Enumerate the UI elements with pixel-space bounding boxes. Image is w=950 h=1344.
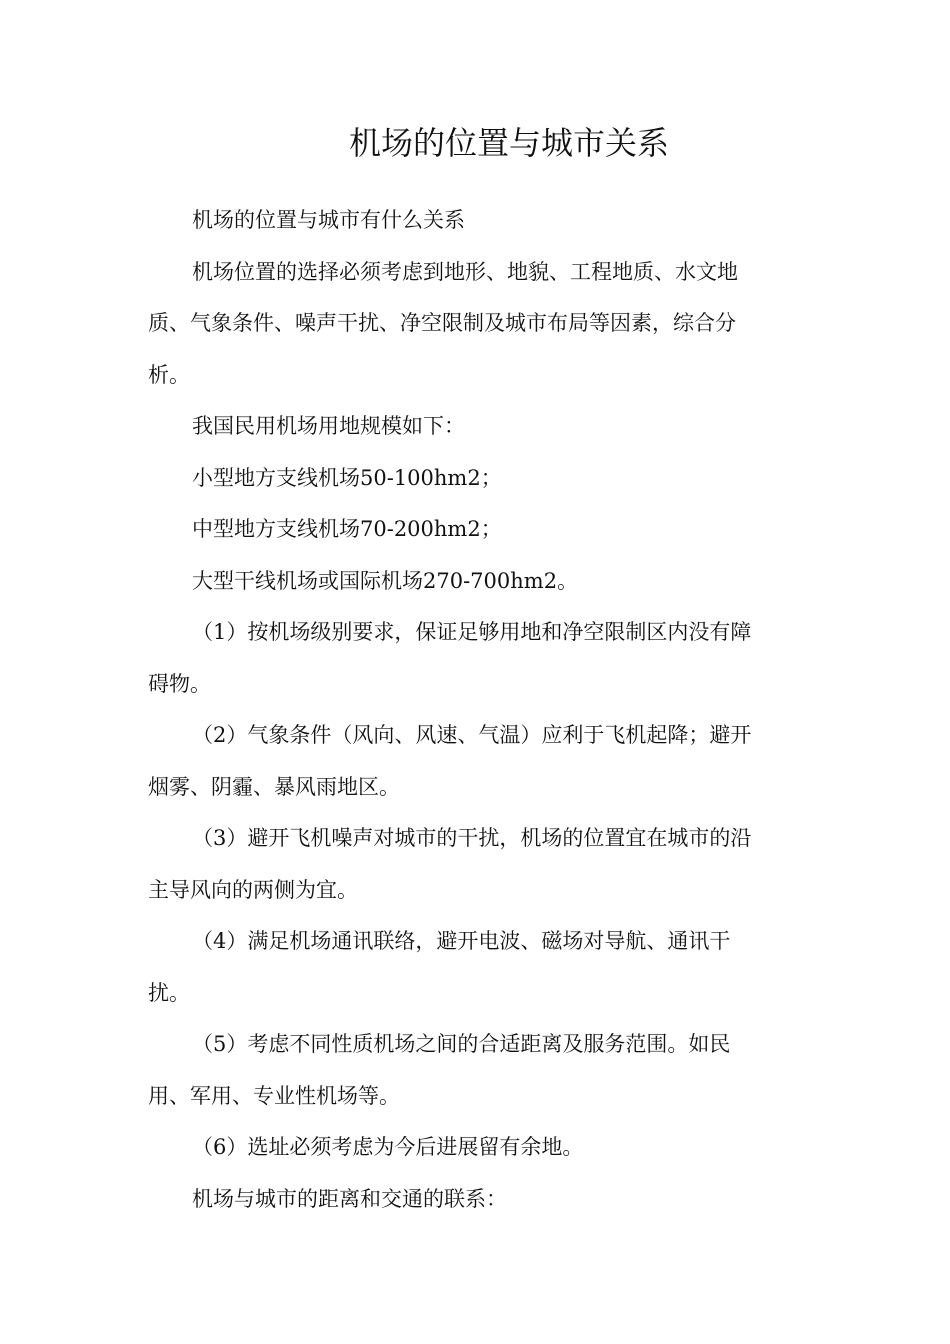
paragraph [148,401,792,453]
paragraph-line: （6）选址必须考虑为今后进展留有余地。 [192,1135,584,1159]
paragraph [148,710,792,813]
paragraph-line: 小型地方支线机场50-100hm2； [192,465,502,490]
paragraph [148,1122,792,1174]
paragraph-line: （3）避开飞机噪声对城市的干扰，机场的位置宜在城市的沿 [192,826,752,850]
paragraph-line: 我国民用机场用地规模如下： [192,414,465,438]
paragraph-line: 扰。 [148,980,190,1005]
paragraph-line: 质、气象条件、噪声干扰、净空限制及城市布局等因素，综合分 [148,311,736,335]
paragraph-line: 中型地方支线机场70-200hm2； [192,517,502,541]
paragraph-line: 烟雾、阴霾、暴风雨地区。 [148,774,400,799]
paragraph-line: 析。 [148,362,190,387]
paragraph [148,556,792,608]
paragraph-line: （4）满足机场通讯联络，避开电波、磁场对导航、通讯干 [192,929,731,953]
paragraph [148,607,792,710]
document-body [148,195,792,1225]
paragraph-line: 机场与城市的距离和交通的联系： [192,1186,507,1211]
paragraph-line: 碍物。 [148,671,211,696]
paragraph-line: 机场的位置与城市有什么关系 [192,208,465,232]
paragraph [148,504,792,556]
paragraph [148,453,792,505]
paragraph [148,916,792,1019]
paragraph [148,1174,792,1226]
paragraph [148,195,792,247]
paragraph-line: 用、军用、专业性机场等。 [148,1083,400,1108]
paragraph [148,1019,792,1122]
paragraph-line: 机场位置的选择必须考虑到地形、地貌、工程地质、水文地 [192,259,738,284]
paragraph-line: 主导风向的两侧为宜。 [148,877,358,902]
paragraph-line: （1）按机场级别要求，保证足够用地和净空限制区内没有障 [192,620,752,644]
paragraph-line: 大型干线机场或国际机场270-700hm2。 [192,568,579,593]
paragraph [148,813,792,916]
paragraph-line: （5）考虑不同性质机场之间的合适距离及服务范围。如民 [192,1032,731,1056]
paragraph [148,247,792,402]
paragraph-line: （2）气象条件（风向、风速、气温）应利于飞机起降；避开 [192,723,752,747]
document-title: 机场的位置与城市关系 [348,124,669,162]
